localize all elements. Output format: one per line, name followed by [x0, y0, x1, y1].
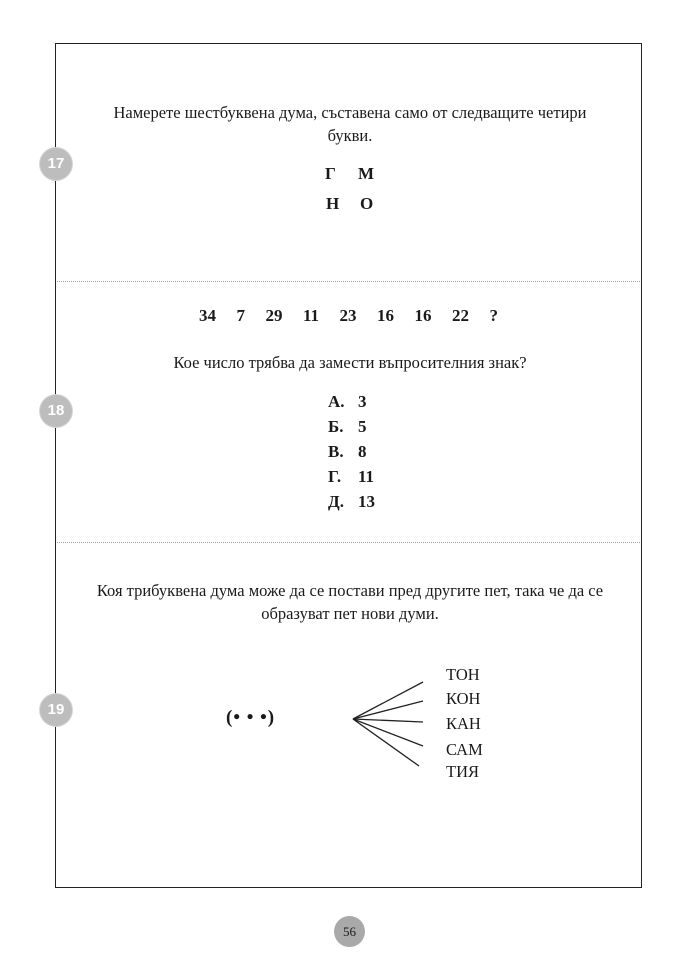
- question-17-badge: 17: [40, 148, 72, 180]
- question-18-text: Кое число трябва да замести въпросителния знак?: [173, 353, 527, 372]
- option-key: Б.: [328, 417, 344, 436]
- word-4: САМ: [446, 740, 483, 759]
- option-c: [328, 442, 367, 462]
- option-e: [328, 492, 375, 512]
- page-number: 56: [334, 916, 365, 947]
- question-19-badge: 19: [40, 694, 72, 726]
- section-divider: [57, 281, 640, 282]
- fan-line-3: [353, 719, 423, 722]
- number-sequence: 34 7 29 11 23 16 16 22 ?: [198, 306, 499, 325]
- fan-line-2: [353, 701, 423, 719]
- fan-line-4: [353, 719, 423, 746]
- option-value: 5: [358, 417, 367, 436]
- letter-2: М: [358, 164, 375, 183]
- fan-lines-diagram: [345, 670, 425, 770]
- option-key: В.: [328, 442, 344, 461]
- question-19-text: Коя трибуквена дума може да се постави пред другите пет, така че да се образуват пет нови думи.: [96, 581, 604, 623]
- fan-line-1: [353, 682, 423, 719]
- option-key: Г.: [328, 467, 342, 486]
- word-2: КОН: [446, 689, 481, 708]
- question-18-badge: 18: [40, 395, 72, 427]
- option-d: [328, 467, 374, 487]
- fan-line-5: [353, 719, 419, 766]
- option-value: 13: [358, 492, 375, 511]
- question-17-text: Намерете шестбуквена дума, съставена само от следващите четири букви.: [113, 103, 587, 145]
- letter-4: О: [360, 194, 374, 213]
- option-value: 8: [358, 442, 367, 461]
- option-a: [328, 392, 367, 412]
- letter-1: Г: [325, 164, 336, 183]
- section-divider: [57, 542, 640, 543]
- option-value: 3: [358, 392, 367, 411]
- option-key: А.: [328, 392, 345, 411]
- option-b: [328, 417, 367, 437]
- word-3: КАН: [446, 714, 481, 733]
- option-key: Д.: [328, 492, 344, 511]
- word-5: ТИЯ: [446, 762, 479, 781]
- word-1: ТОН: [446, 665, 480, 684]
- option-value: 11: [358, 467, 375, 486]
- blank-word-placeholder: (• • •): [226, 707, 276, 728]
- letter-3: Н: [326, 194, 340, 213]
